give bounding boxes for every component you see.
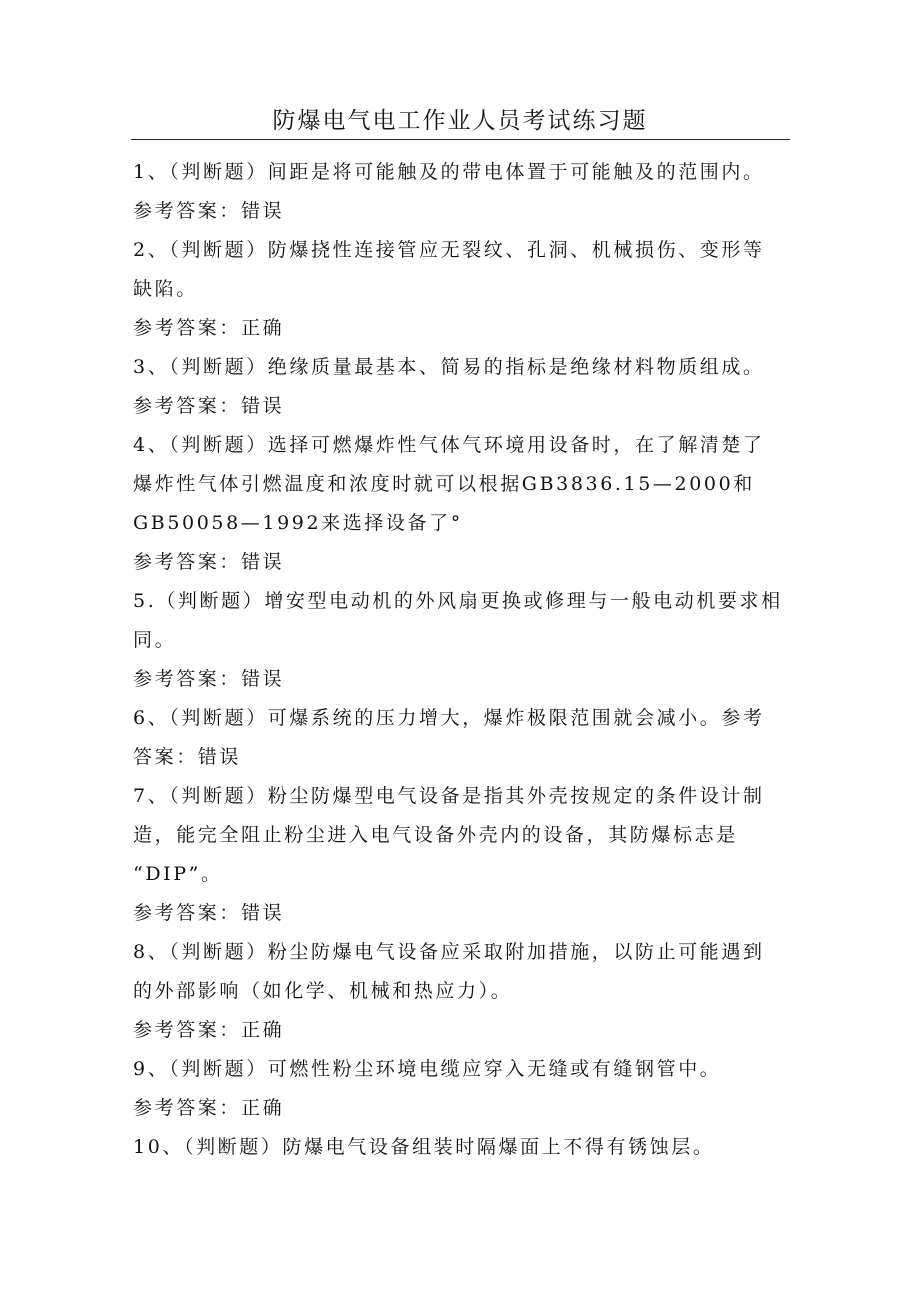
question-1-text: 1、（判断题）间距是将可能触及的带电体置于可能触及的范围内。 — [133, 161, 765, 183]
answer-2: 参考答案：正确 — [133, 317, 285, 339]
question-9-text: 9、（判断题）可燃性粉尘环境电缆应穿入无缝或有缝钢管中。 — [133, 1058, 722, 1080]
question-5-text: 5.（判断题）增安型电动机的外风扇更换或修理与一般电动机要求相 — [133, 590, 783, 612]
question-6-text: 6、（判断题）可爆系统的压力增大，爆炸极限范围就会减小。参考 — [133, 707, 765, 729]
question-5-text-cont: 同。 — [133, 629, 177, 651]
answer-7: 参考答案：错误 — [133, 902, 285, 924]
answer-9: 参考答案：正确 — [133, 1097, 285, 1119]
question-4-text-cont-2: GB50058—1992来选择设备了° — [133, 512, 463, 534]
answer-3: 参考答案：错误 — [133, 395, 285, 417]
question-8-text: 8、（判断题）粉尘防爆电气设备应采取附加措施，以防止可能遇到 — [133, 941, 765, 963]
answer-6: 答案：错误 — [133, 746, 242, 768]
page-title: 防爆电气电工作业人员考试练习题 — [272, 108, 648, 134]
question-7-text-cont-2: “DIP”。 — [133, 863, 223, 885]
question-8-text-cont: 的外部影响（如化学、机械和热应力）。 — [133, 980, 513, 1002]
question-4-text: 4、（判断题）选择可燃爆炸性气体气环境用设备时，在了解清楚了 — [133, 434, 765, 456]
question-10-text: 10、（判断题）防爆电气设备组装时隔爆面上不得有锈蚀层。 — [133, 1136, 715, 1158]
question-7-text: 7、（判断题）粉尘防爆型电气设备是指其外壳按规定的条件设计制 — [133, 785, 765, 807]
answer-1: 参考答案：错误 — [133, 200, 285, 222]
question-4-text-cont: 爆炸性气体引燃温度和浓度时就可以根据GB3836.15—2000和 — [133, 473, 755, 495]
question-list — [133, 153, 793, 1167]
question-2-text-cont: 缺陷。 — [133, 278, 198, 300]
answer-5: 参考答案：错误 — [133, 668, 285, 690]
question-3-text: 3、（判断题）绝缘质量最基本、简易的指标是绝缘材料物质组成。 — [133, 356, 765, 378]
answer-4: 参考答案：错误 — [133, 551, 285, 573]
answer-8: 参考答案：正确 — [133, 1019, 285, 1041]
question-2-text: 2、（判断题）防爆挠性连接管应无裂纹、孔洞、机械损伤、变形等 — [133, 239, 765, 261]
question-7-text-cont: 造，能完全阻止粉尘进入电气设备外壳内的设备，其防爆标志是 — [133, 824, 738, 846]
title-divider — [131, 139, 790, 140]
